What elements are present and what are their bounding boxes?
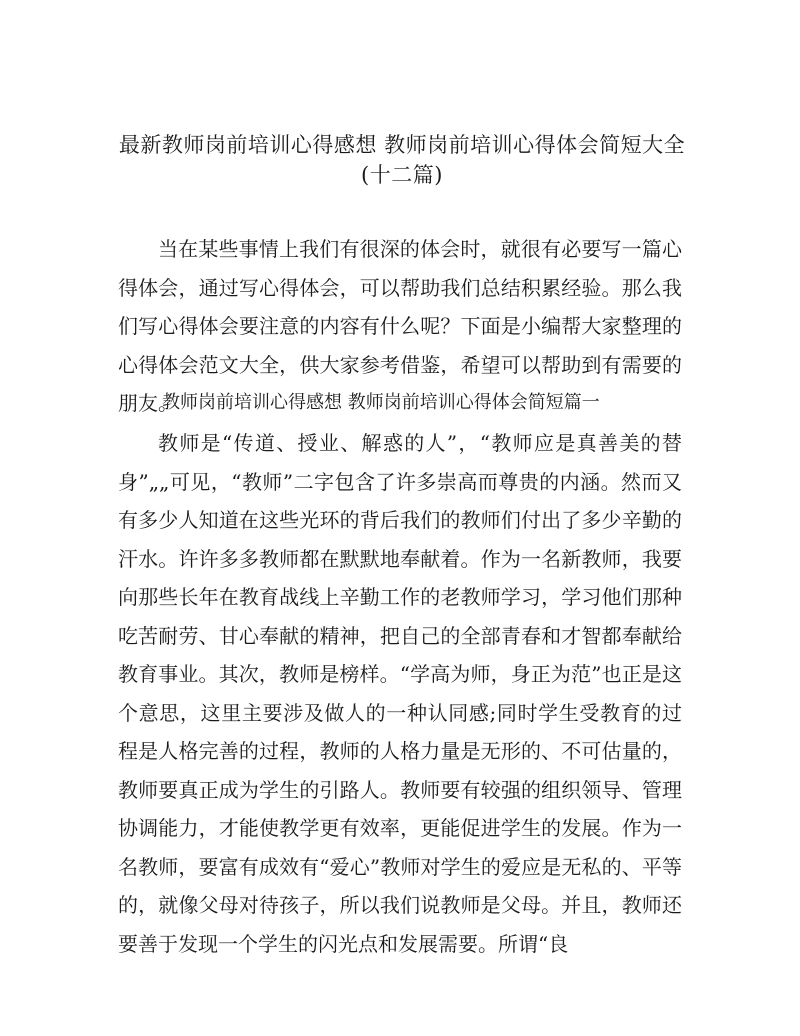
section-body-paragraph: 教师是“传道、授业、解惑的人”，“教师应是真善美的替身”„„可见，“教师”二字包含了许多崇高而尊贵的内涵。然而又有多少人知道在这些光环的背后我们的教师们付出了多少辛勤的汗水。许许多多教师都在默默地奉献着。作为一名新教师，我要向那些长年在教育战线上辛勤工作的老教师学习，学习他们那种吃苦耐劳、甘心奉献的精神，把自己的全部青春和才智都奉献给教育事业。其次，教师是榜样。“学高为师，身正为范”也正是这个意思，这里主要涉及做人的一种认同感;同时学生受教育的过程是人格完善的过程，教师的人格力量是无形的、不可估量的，教师要真正成为学生的引路人。教师要有较强的组织领导、管理协调能力，才能使教学更有效率，更能促进学生的发展。作为一名教师，要富有成效有“爱心”教师对学生的爱应是无私的、平等的，就像父母对待孩子，所以我们说教师是父母。并且，教师还要善于发现一个学生的闪光点和发展需要。所谓“良 — [118, 431, 682, 956]
intro-paragraph: 当在某些事情上我们有很深的体会时，就很有必要写一篇心得体会，通过写心得体会，可以帮助我们总结积累经验。那么我们写心得体会要注意的内容有什么呢？下面是小编帮大家整理的心得体会范文大全，供大家参考借鉴，希望可以帮助到有需要的朋友。 — [118, 237, 682, 415]
document-title: 最新教师岗前培训心得感想 教师岗前培训心得体会简短大全(十二篇) — [118, 133, 686, 187]
section-heading: 教师岗前培训心得感想 教师岗前培训心得体会简短篇一 — [162, 392, 600, 413]
